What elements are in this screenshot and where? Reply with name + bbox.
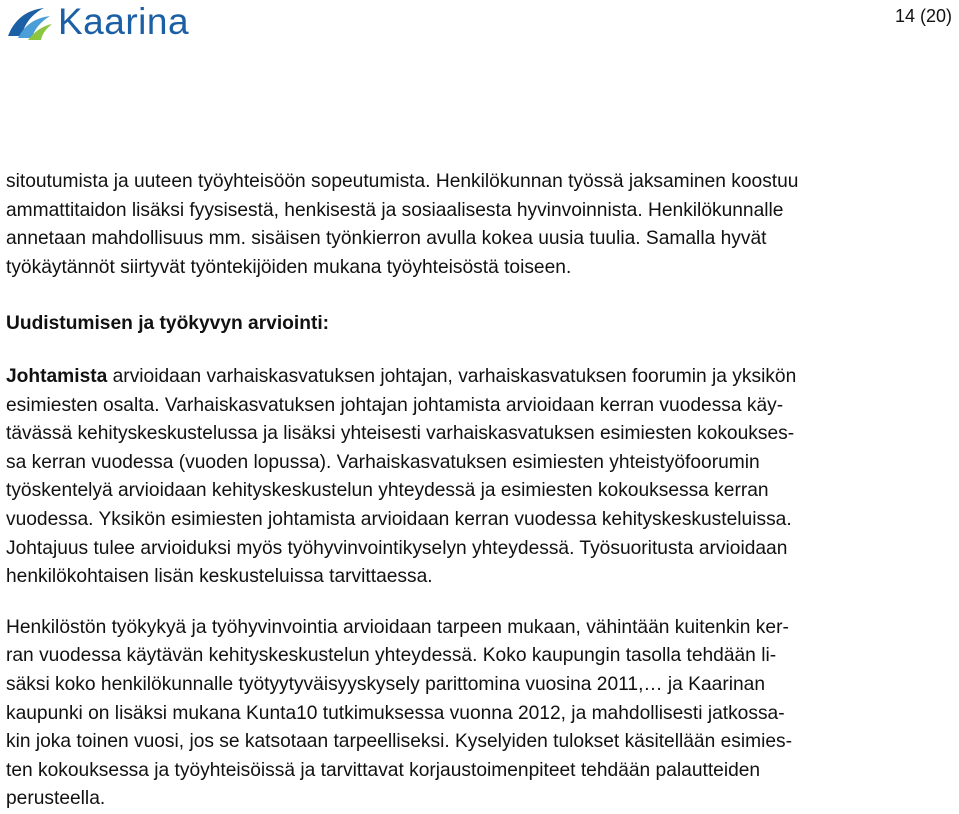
text-line: perusteella. xyxy=(6,788,106,810)
page-number: 14 (20) xyxy=(894,6,952,26)
text-line: ammattitaidon lisäksi fyysisestä, henkisestä ja sosiaalisesta hyvinvoinnista. Henkilökunnalle xyxy=(6,199,784,221)
text-line: sitoutumista ja uuteen työyhteisöön sopeutumista. Henkilökunnan työssä jaksaminen koostuu xyxy=(6,171,799,192)
text-line: vuodessa. Yksikön esimiesten johtamista arvioidaan kerran vuodessa kehityskeskusteluissa. xyxy=(6,508,792,530)
kaarina-logo xyxy=(4,2,189,42)
wave-logo-icon xyxy=(4,2,54,42)
bold-term: Johtamista xyxy=(6,365,108,387)
text-line: sa kerran vuodessa (vuoden lopussa). Varhaiskasvatuksen esimiesten yhteistyöfoorumin xyxy=(6,451,760,473)
text-line: kaupunki on lisäksi mukana Kunta10 tutkimuksessa vuonna 2012, ja mahdollisesti jatkossa- xyxy=(6,702,785,724)
text-line xyxy=(6,363,954,392)
text-run: arvioidaan varhaiskasvatuksen johtajan, varhaiskasvatuksen foorumin ja yksikön xyxy=(107,365,797,387)
text-line: ran vuodessa käytävän kehityskeskustelun yhteydessä. Koko kaupungin tasolla tehdään li- xyxy=(6,645,777,667)
text-line: työskentelyä arvioidaan kehityskeskustelun yhteydessä ja esimiesten kokouksessa kerran xyxy=(6,480,769,502)
document-body xyxy=(6,168,954,814)
logo-wordmark: Kaarina xyxy=(58,1,190,42)
text-line: ten kokouksessa ja työyhteisöissä ja tarvittavat korjaustoimenpiteet tehdään palautteiden xyxy=(6,759,761,781)
text-line: säksi koko henkilökunnalle työtyytyväisyyskysely parittomina vuosina 2011,… ja Kaarinan xyxy=(6,673,765,695)
intro-paragraph xyxy=(6,168,954,282)
text-line: Johtajuus tulee arvioiduksi myös työhyvinvointikyselyn yhteydessä. Työsuoritusta arvioidaan xyxy=(6,537,788,559)
text-line: työkäytännöt siirtyvät työntekijöiden mukana työyhteisöstä toiseen. xyxy=(6,256,572,278)
text-line: kin joka toinen vuosi, jos se katsotaan tarpeelliseksi. Kyselyiden tulokset käsitellään esimies- xyxy=(6,731,793,753)
workability-paragraph xyxy=(6,614,954,814)
text-line: Henkilöstön työkykyä ja työhyvinvointia arvioidaan tarpeen mukaan, vähintään kuitenkin ker- xyxy=(6,616,789,638)
section-heading: Uudistumisen ja työkyvyn arviointi: xyxy=(6,313,330,335)
text-line: tävässä kehityskeskustelussa ja lisäksi yhteisesti varhaiskasvatuksen esimiesten kokoukses- xyxy=(6,423,795,445)
text-line: henkilökohtaisen lisän keskusteluissa tarvittaessa. xyxy=(6,566,433,588)
text-line: esimiesten osalta. Varhaiskasvatuksen johtajan johtamista arvioidaan kerran vuodessa käy- xyxy=(6,394,784,416)
leadership-paragraph xyxy=(6,363,954,592)
text-line: annetaan mahdollisuus mm. sisäisen työnkierron avulla kokea uusia tuulia. Samalla hyvät xyxy=(6,228,767,250)
page-header xyxy=(0,0,959,50)
